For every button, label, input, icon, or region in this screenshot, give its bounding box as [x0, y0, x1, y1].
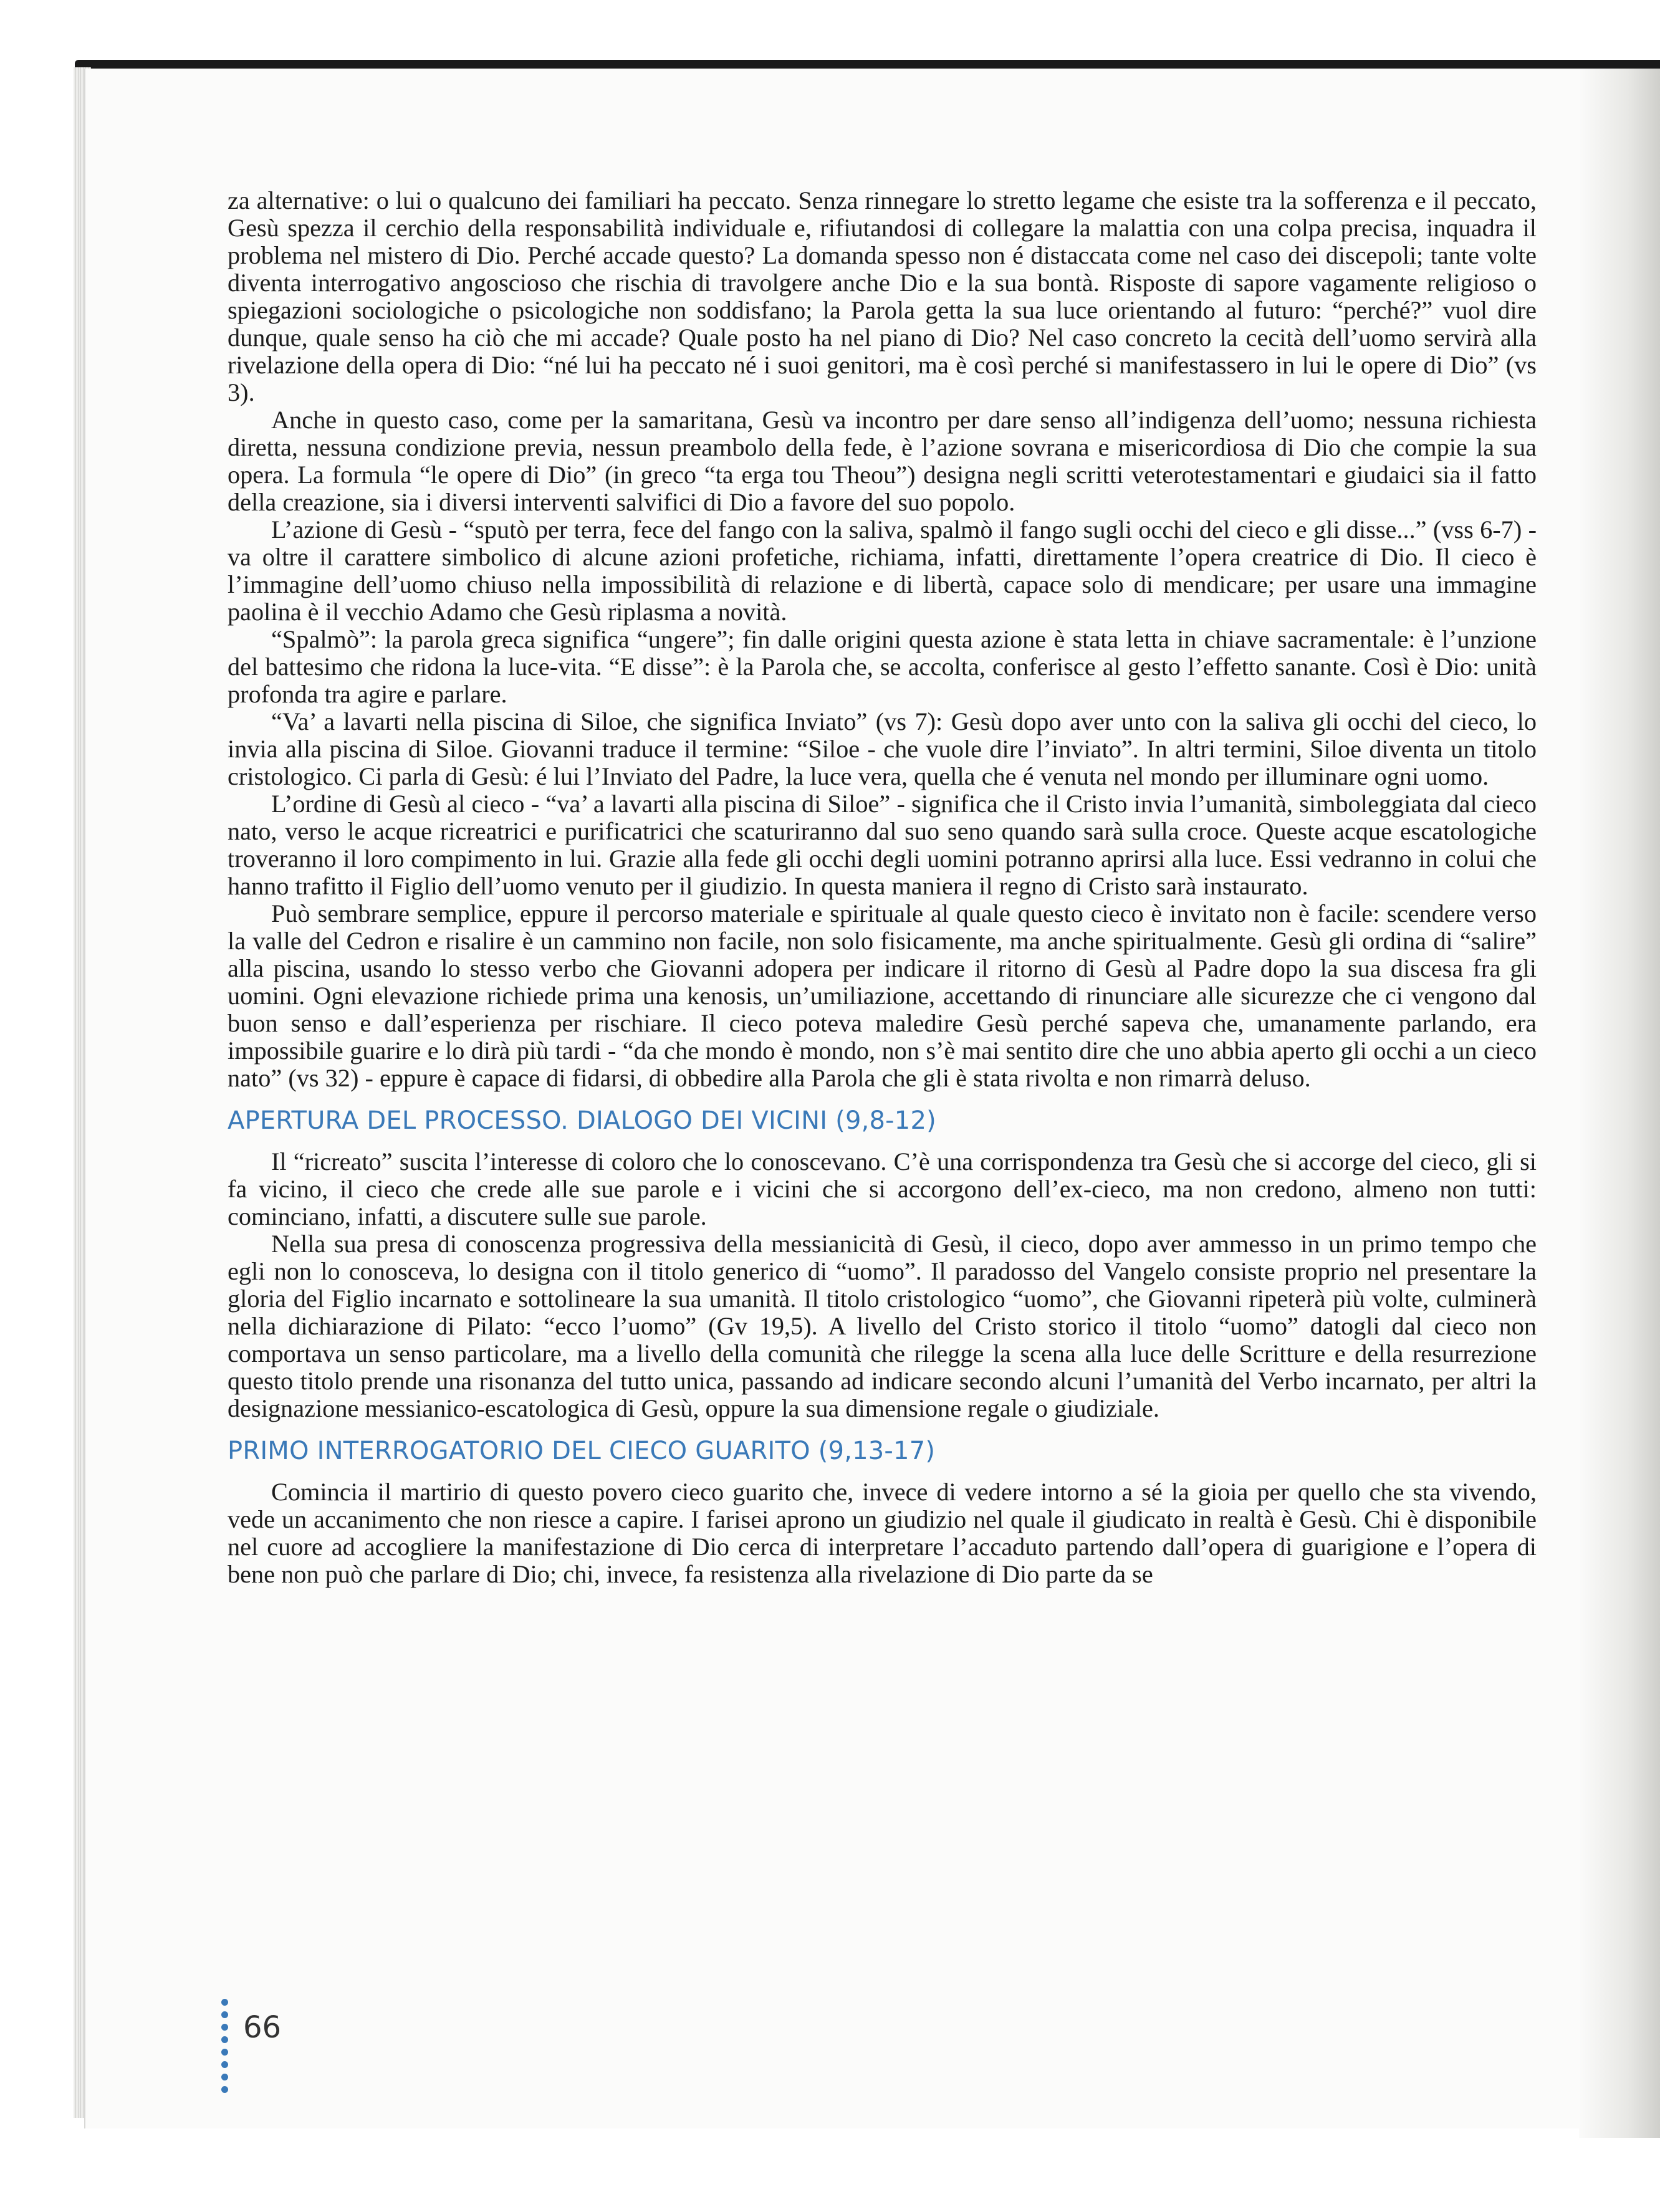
section-heading: PRIMO INTERROGATORIO DEL CIECO GUARITO (9,13-17) [228, 1437, 936, 1465]
text-column [228, 187, 1537, 1588]
paragraph: Comincia il martirio di questo povero cieco guarito che, invece di vedere intorno a sé la gioia per quello che sta vivendo, vede un accanimento che non riesce a capire. I farisei aprono un giudizio nel quale il giudicato in realtà è Gesù. Chi è disponibile nel cuore ad accogliere la manifestazione di Dio cerca di interpretare l’accaduto partendo dall’opera di guarigione e l’opera di bene non può che parlare di Dio; chi, invece, fa resistenza alla rivelazione di Dio parte da se [228, 1478, 1537, 1588]
paragraph: “Spalmò”: la parola greca significa “ungere”; fin dalle origini questa azione è stata letta in chiave sacramentale: è l’unzione del battesimo che ridona la luce-vita. “E disse”: è la Parola che, se accolta, conferisce al gesto l’effetto sanante. Così è Dio: unità profonda tra agire e parlare. [228, 625, 1537, 708]
paragraph: L’azione di Gesù - “sputò per terra, fece del fango con la saliva, spalmò il fango sugli occhi del cieco e gli disse...” (vss 6-7) - va oltre il carattere simbolico di alcune azioni profetiche, richiama, infatti, direttamente l’opera creatrice di Dio. Il cieco è l’immagine dell’uomo chiuso nella impossibilità di relazione e di libertà, capace solo di mendicare; per usare una immagine paolina è il vecchio Adamo che Gesù riplasma a novità. [228, 515, 1537, 626]
page-number-dots [221, 1999, 229, 2099]
page-number: 66 [243, 2010, 282, 2045]
section-heading: APERTURA DEL PROCESSO. DIALOGO DEI VICINI (9,8-12) [228, 1106, 936, 1135]
paragraph: “Va’ a lavarti nella piscina di Siloe, che significa Inviato” (vs 7): Gesù dopo aver unto con la saliva gli occhi del cieco, lo invia alla piscina di Siloe. Giovanni traduce il termine: “Siloe - che vuole dire l’inviato”. In altri termini, Siloe diventa un titolo cristologico. Ci parla di Gesù: é lui l’Inviato del Padre, la luce vera, quella che é venuta nel mondo per illuminare ogni uomo. [228, 707, 1537, 790]
paragraph: za alternative: o lui o qualcuno dei familiari ha peccato. Senza rinnegare lo stretto legame che esiste tra la sofferenza e il peccato, Gesù spezza il cerchio della responsabilità individuale e, rifiutandosi di collegare la malattia con una colpa precisa, inquadra il problema nel mistero di Dio. Perché accade questo? La domanda spesso non é distaccata come nel caso dei discepoli; tante volte diventa interrogativo angoscioso che rischia di travolgere anche Dio e la sua bontà. Risposte di sapore vagamente religioso o spiegazioni sociologiche o psicologiche non soddisfano; la Parola getta la sua luce orientando al futuro: “perché?” vuol dire dunque, quale senso ha ciò che mi accade? Quale posto ha nel piano di Dio? Nel caso concreto la cecità dell’uomo servirà alla rivelazione della opera di Dio: “né lui ha peccato né i suoi genitori, ma è così perché si manifestassero in lui le opere di Dio” (vs 3). [228, 186, 1537, 406]
paragraph: Nella sua presa di conoscenza progressiva della messianicità di Gesù, il cieco, dopo aver ammesso in un primo tempo che egli non lo conosceva, lo designa con il titolo generico di “uomo”. Il paradosso del Vangelo consiste proprio nel presentare la gloria del Figlio incarnato e sottolineare la sua umanità. Il titolo cristologico “uomo”, che Giovanni ripeterà più volte, culminerà nella dichiarazione di Pilato: “ecco l’uomo” (Gv 19,5). A livello del Cristo storico il titolo “uomo” datogli dal cieco non comportava un senso particolare, ma a livello della comunità che rilegge la scena alla luce delle Scritture e della resurrezione questo titolo prende una risonanza del tutto unica, passando ad indicare secondo alcuni l’umanità del Verbo incarnato, per altri la designazione messianico-escatologica di Gesù, oppure la sua dimensione regale o giudiziale. [228, 1230, 1537, 1422]
paragraph: Il “ricreato” suscita l’interesse di coloro che lo conoscevano. C’è una corrispondenza tra Gesù che si accorge del cieco, gli si fa vicino, il cieco che crede alle sue parole e i vicini che si accorgono dell’ex-cieco, ma non credono, almeno non tutti: cominciano, infatti, a discutere sulle sue parole. [228, 1147, 1537, 1230]
paragraph: Anche in questo caso, come per la samaritana, Gesù va incontro per dare senso all’indigenza dell’uomo; nessuna richiesta diretta, nessuna condizione previa, nessun preambolo della fede, è l’azione sovrana e misericordiosa di Dio che compie la sua opera. La formula “le opere di Dio” (in greco “ta erga tou Theou”) designa negli scritti veterotestamentari e giudaici sia il fatto della creazione, sia i diversi interventi salvifici di Dio a favore del suo popolo. [228, 406, 1537, 516]
paragraph: L’ordine di Gesù al cieco - “va’ a lavarti alla piscina di Siloe” - significa che il Cristo invia l’umanità, simboleggiata dal cieco nato, verso le acque ricreatrici e purificatrici che scaturiranno dal suo seno quando sarà sulla croce. Queste acque escatologiche troveranno il loro compimento in lui. Grazie alla fede gli occhi degli uomini potranno aprirsi alla luce. Essi vedranno in colui che hanno trafitto il Figlio dell’uomo venuto per il giudizio. In questa maniera il regno di Cristo sarà instaurato. [228, 790, 1537, 900]
book-cover-edge [75, 60, 1660, 69]
page-gutter-shadow [1579, 69, 1660, 2138]
paragraph: Può sembrare semplice, eppure il percorso materiale e spirituale al quale questo cieco è invitato non è facile: scendere verso la valle del Cedron e risalire è un cammino non facile, non solo fisicamente, ma anche spiritualmente. Gesù gli ordina di “salire” alla piscina, usando lo stesso verbo che Giovanni adopera per indicare il ritorno di Gesù al Padre dopo la sua discesa fra gli uomini. Ogni elevazione richiede prima una kenosis, un’umiliazione, accettando di rinunciare alle sicurezze che ci vengono dal buon senso e dall’esperienza per rischiare. Il cieco poteva maledire Gesù perché sapeva che, umanamente parlando, era impossibile guarire e lo dirà più tardi - “da che mondo è mondo, non s’è mai sentito dire che uno abbia aperto gli occhi a un cieco nato” (vs 32) - eppure è capace di fidarsi, di obbedire alla Parola che gli è stata rivolta e non rimarrà deluso. [228, 899, 1537, 1092]
scan-background [0, 0, 1660, 69]
